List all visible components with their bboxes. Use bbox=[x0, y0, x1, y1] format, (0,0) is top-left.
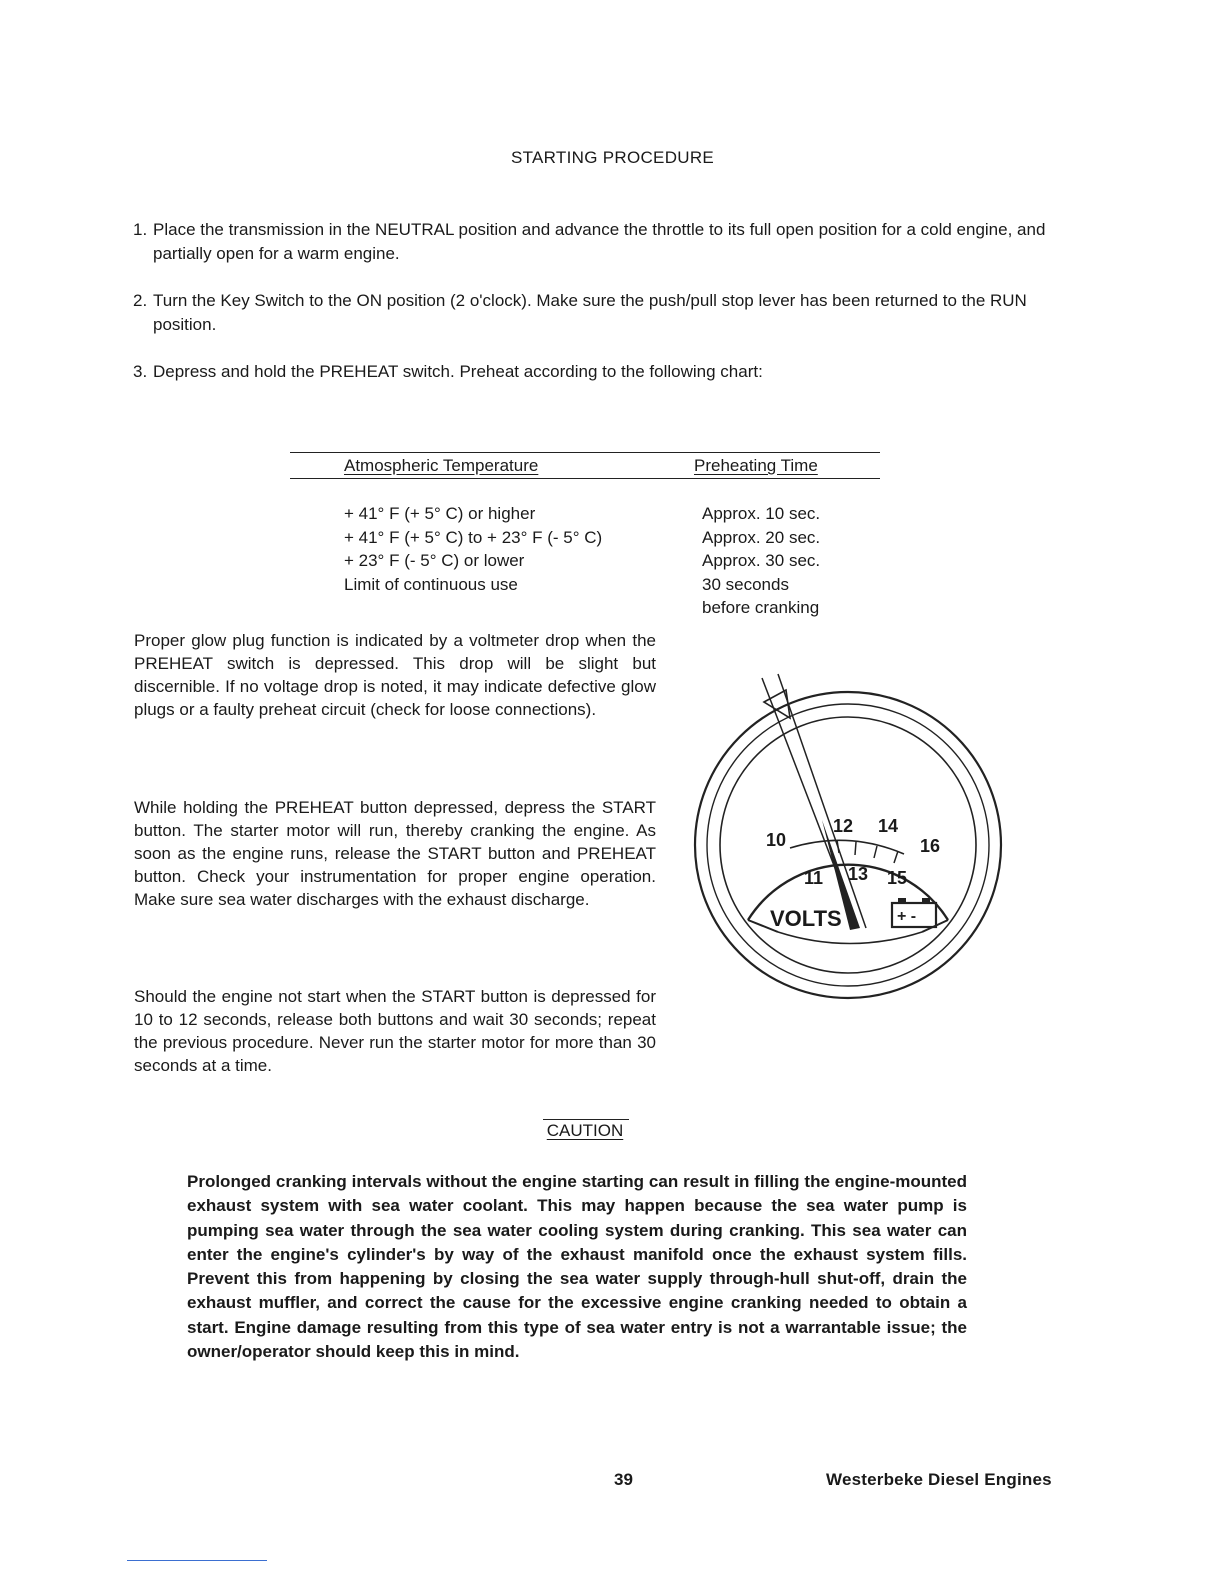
gauge-bezel-outer bbox=[695, 692, 1001, 998]
temperature-cell: + 41° F (+ 5° C) to + 23° F (- 5° C) bbox=[344, 527, 603, 547]
step-text: Place the transmission in the NEUTRAL position and advance the throttle to its full open position for a cold engine, and partially open for a warm engine. bbox=[153, 220, 1046, 263]
temperature-column-header: Atmospheric Temperature bbox=[344, 456, 539, 475]
page-number: 39 bbox=[614, 1470, 633, 1489]
caution-text: Prolonged cranking intervals without the engine starting can result in filling the engine-mounted exhaust system with sea water coolant. This may happen because the sea water pump is pumping sea water through the sea water cooling system during cranking. This sea water can enter the engine's cylinder's by way of the exhaust manifold once the exhaust system fills. Prevent this from happening by closing the sea water supply through-hull shut-off, drain the exhaust muffler, and correct the cause for the excessive engine cranking needed to obtain a start. Engine damage resulting from this type of sea water entry is not a warrantable issue; the owner/operator should keep this in mind. bbox=[187, 1172, 967, 1362]
caution-heading: CAUTION bbox=[0, 1121, 1170, 1141]
step-text: Depress and hold the PREHEAT switch. Preheat according to the following chart: bbox=[153, 362, 763, 381]
scale-label-11: 11 bbox=[804, 868, 824, 888]
scan-artifact-rule bbox=[127, 1560, 267, 1561]
gauge-unit-label: VOLTS bbox=[770, 906, 842, 931]
temperature-cell: + 41° F (+ 5° C) or higher bbox=[344, 504, 536, 523]
scale-label-14: 14 bbox=[878, 816, 899, 836]
time-cell: Approx. 20 sec. bbox=[702, 527, 821, 547]
scale-label-12: 12 bbox=[833, 816, 854, 836]
table-top-rule bbox=[290, 452, 880, 453]
step-number: 3. bbox=[133, 362, 148, 381]
time-cell: before cranking bbox=[702, 598, 820, 617]
battery-symbols: + - bbox=[897, 908, 917, 925]
temperature-cell: Limit of continuous use bbox=[344, 574, 518, 594]
preheating-time-column bbox=[702, 502, 820, 620]
time-cell: 30 seconds bbox=[702, 574, 789, 594]
voltmeter-gauge-illustration bbox=[690, 670, 1020, 1050]
time-cell: Approx. 30 sec. bbox=[702, 551, 821, 570]
scale-label-13: 13 bbox=[848, 864, 869, 884]
footer-brand: Westerbeke Diesel Engines bbox=[826, 1470, 1052, 1489]
table-header-rule bbox=[290, 478, 880, 479]
step-3 bbox=[133, 360, 1053, 384]
battery-icon bbox=[892, 898, 936, 927]
step-number: 1. bbox=[133, 220, 148, 239]
voltmeter-icon bbox=[690, 670, 1020, 1050]
temperature-column bbox=[344, 502, 602, 596]
temperature-cell: + 23° F (- 5° C) or lower bbox=[344, 551, 525, 570]
page-title: STARTING PROCEDURE bbox=[510, 148, 715, 167]
step-1 bbox=[133, 218, 1053, 266]
start-paragraph: While holding the PREHEAT button depressed, depress the START button. The starter motor will run, thereby cranking the engine. As soon as the engine runs, release the START button and PREHEAT button. Check your instrumentation for proper engine operation. Make sure sea water discharges with the exhaust discharge. bbox=[134, 798, 656, 909]
scale-label-10: 10 bbox=[766, 830, 787, 850]
no-start-paragraph: Should the engine not start when the START button is depressed for 10 to 12 seconds, release both buttons and wait 30 seconds; repeat the previous procedure. Never run the starter motor for more than 30 seconds at a time. bbox=[134, 987, 656, 1075]
time-cell: Approx. 10 sec. bbox=[702, 504, 821, 523]
scale-label-16: 16 bbox=[920, 836, 941, 856]
scale-label-15: 15 bbox=[887, 868, 908, 888]
step-text: Turn the Key Switch to the ON position (2 o'clock). Make sure the push/pull stop lever has been returned to the RUN position. bbox=[153, 291, 1027, 334]
step-2 bbox=[133, 289, 1053, 337]
glow-plug-paragraph: Proper glow plug function is indicated by a voltmeter drop when the PREHEAT switch is depressed. This drop will be slight but discernible. If no voltage drop is noted, it may indicate defective glow plugs or a faulty preheat circuit (check for loose connections). bbox=[134, 631, 656, 719]
step-number: 2. bbox=[133, 291, 148, 310]
preheating-time-column-header: Preheating Time bbox=[694, 456, 818, 475]
gauge-scale-arc bbox=[790, 840, 904, 854]
